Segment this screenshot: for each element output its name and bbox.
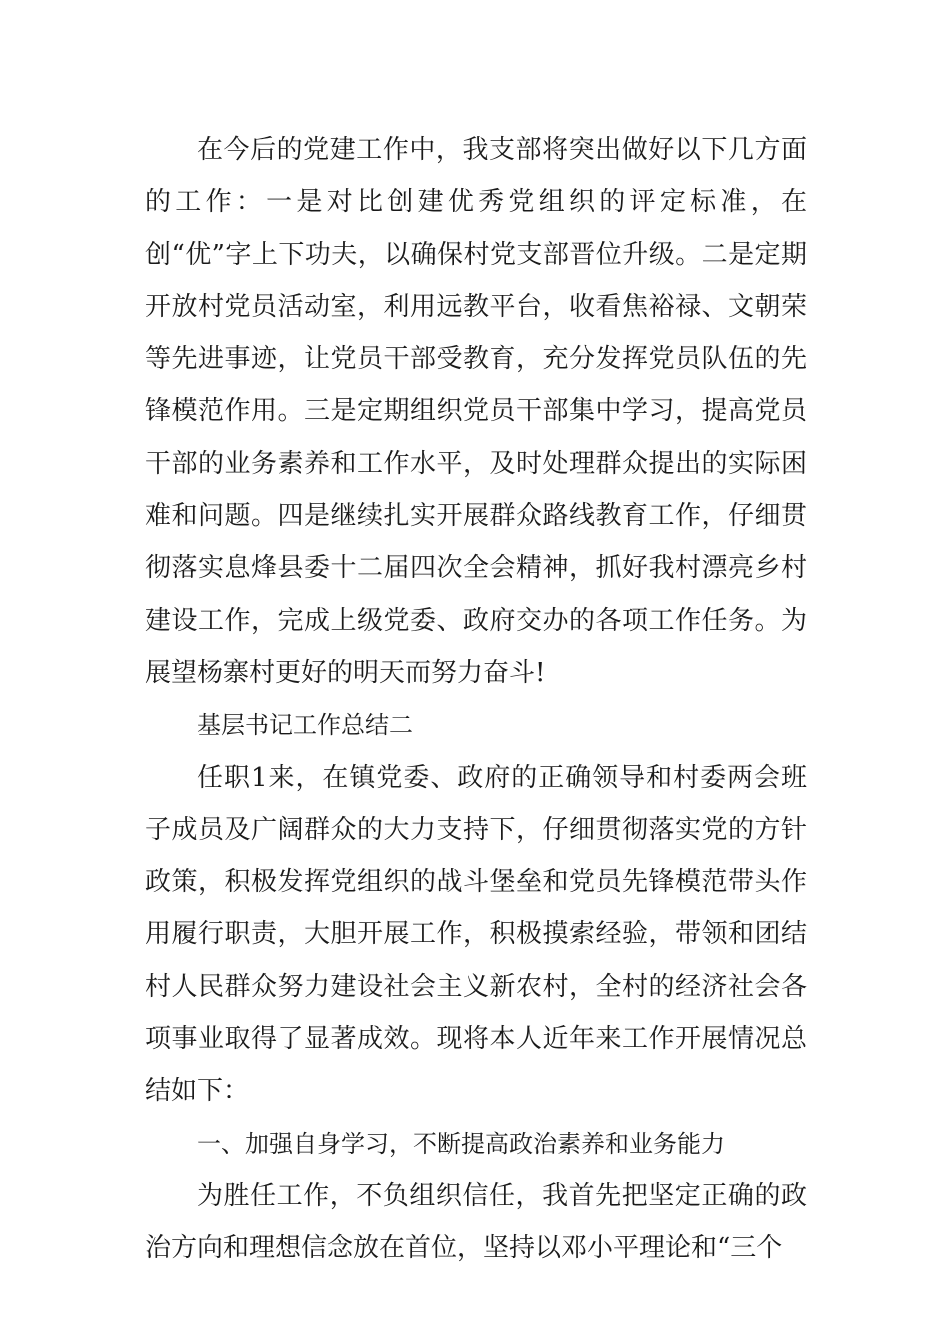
- document-body: [145, 124, 807, 1275]
- paragraph-intro: 任职1来，在镇党委、政府的正确领导和村委两会班子成员及广阔群众的大力支持下，仔细贯彻落实党的方针政策，积极发挥党组织的战斗堡垒和党员先锋模范带头作用履行职责，大胆开展工作，积极摸索经验，带领和团结村人民群众努力建设社会主义新农村，全村的经济社会各项事业取得了显著成效。现将本人近年来工作开展情况总结如下：: [145, 762, 807, 1107]
- paragraph-plan: 在今后的党建工作中，我支部将突出做好以下几方面的工作：一是对比创建优秀党组织的评定标准，在创“优”字上下功夫，以确保村党支部晋位升级。二是定期开放村党员活动室，利用远教平台，收看焦裕禄、文朝荣等先进事迹，让党员干部受教育，充分发挥党员队伍的先锋模范作用。三是定期组织党员干部集中学习，提高党员干部的业务素养和工作水平，及时处理群众提出的实际困难和问题。四是继续扎实开展群众路线教育工作，仔细贯彻落实息烽县委十二届四次全会精神，抓好我村漂亮乡村建设工作，完成上级党委、政府交办的各项工作任务。为展望杨寨村更好的明天而努力奋斗!: [145, 135, 807, 688]
- section-title-summary-two: 基层书记工作总结二: [197, 711, 413, 740]
- paragraph-study: 为胜任工作，不负组织信任，我首先把坚定正确的政治方向和理想信念放在首位，坚持以邓小平理论和“三个: [145, 1180, 807, 1264]
- section-heading-study: 一、加强自身学习，不断提高政治素养和业务能力: [197, 1129, 725, 1158]
